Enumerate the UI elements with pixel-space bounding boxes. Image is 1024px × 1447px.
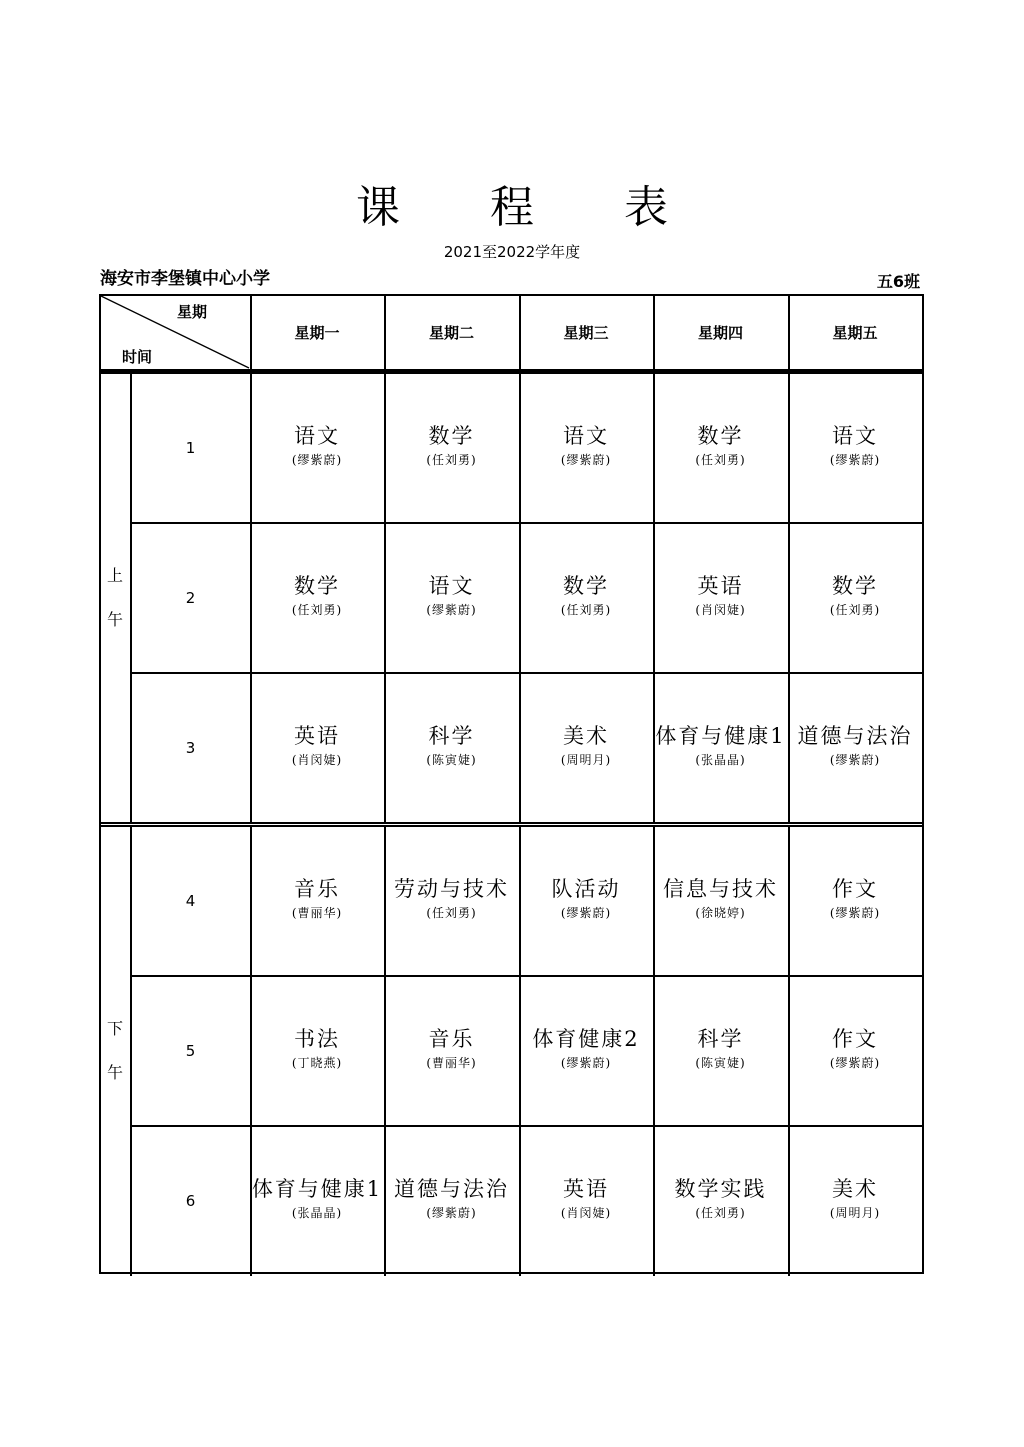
subject-name: 语文	[563, 424, 609, 448]
timetable-cell	[653, 976, 788, 1126]
subject-name: 美术	[563, 724, 609, 748]
timetable-cell	[788, 523, 922, 673]
header-column-divider	[519, 294, 521, 370]
column-divider	[250, 373, 252, 823]
day-label: 星期一	[294, 323, 340, 342]
subject-name: 音乐	[294, 877, 340, 901]
teacher-name: (缪紫蔚)	[829, 906, 881, 920]
timetable-cell	[250, 373, 384, 523]
day-header-3	[519, 294, 653, 370]
timetable-cell	[788, 826, 922, 976]
period-number: 6	[185, 1192, 196, 1210]
column-divider	[250, 826, 252, 1276]
school-name: 海安市李堡镇中心小学	[100, 269, 270, 289]
timetable-cell	[519, 673, 653, 823]
timetable-cell	[519, 976, 653, 1126]
page-title: 课程表	[356, 182, 758, 233]
session-label-char: 午	[106, 1063, 123, 1082]
subject-name: 数学实践	[674, 1177, 767, 1201]
teacher-name: (任刘勇)	[695, 1206, 746, 1220]
teacher-name: (张晶晶)	[291, 1206, 343, 1220]
teacher-name: (陈寅婕)	[426, 753, 477, 767]
timetable-cell	[653, 1126, 788, 1276]
timetable	[99, 294, 924, 1274]
period-number-cell	[131, 976, 250, 1126]
timetable-cell	[519, 1126, 653, 1276]
subject-name: 道德与法治	[797, 724, 913, 748]
subject-name: 队活动	[551, 877, 621, 901]
session-label-char: 午	[106, 610, 123, 629]
timetable-cell	[384, 826, 519, 976]
session-label-cell	[99, 373, 131, 823]
teacher-name: (任刘勇)	[291, 603, 343, 617]
header-column-divider	[653, 294, 655, 370]
period-number-cell	[131, 1126, 250, 1276]
timetable-cell	[788, 373, 922, 523]
timetable-cell	[519, 373, 653, 523]
teacher-name: (缪紫蔚)	[560, 453, 612, 467]
teacher-name: (徐晓婷)	[695, 906, 746, 920]
session-label-char: 下	[106, 1019, 123, 1038]
session-divider	[130, 373, 132, 823]
day-label: 星期二	[428, 323, 474, 342]
timetable-cell	[384, 523, 519, 673]
period-number: 5	[185, 1042, 196, 1060]
timetable-cell	[250, 976, 384, 1126]
teacher-name: (任刘勇)	[695, 453, 746, 467]
timetable-cell	[788, 1126, 922, 1276]
subject-name: 美术	[832, 1177, 878, 1201]
teacher-name: (陈寅婕)	[695, 1056, 746, 1070]
column-divider	[384, 373, 386, 823]
teacher-name: (张晶晶)	[695, 753, 746, 767]
timetable-cell	[653, 826, 788, 976]
timetable-cell	[653, 523, 788, 673]
subject-name: 道德与法治	[394, 1177, 509, 1201]
day-header-2	[384, 294, 519, 370]
timetable-cell	[384, 373, 519, 523]
day-label: 星期三	[563, 323, 609, 342]
session-label-char: 上	[106, 566, 123, 585]
subject-name: 体育与健康1	[251, 1177, 383, 1201]
column-divider	[384, 826, 386, 1276]
session-break-rule	[99, 822, 922, 824]
teacher-name: (曹丽华)	[426, 1056, 477, 1070]
teacher-name: (缪紫蔚)	[829, 753, 881, 767]
teacher-name: (任刘勇)	[829, 603, 881, 617]
teacher-name: (任刘勇)	[560, 603, 612, 617]
period-number-cell	[131, 373, 250, 523]
session-divider	[130, 826, 132, 1276]
timetable-cell	[250, 523, 384, 673]
day-label: 星期四	[697, 323, 743, 342]
timetable-cell	[519, 826, 653, 976]
subject-name: 数学	[563, 574, 609, 598]
subject-name: 体育与健康1	[655, 724, 786, 748]
day-label: 星期五	[832, 323, 878, 342]
timetable-cell	[384, 1126, 519, 1276]
timetable-cell	[384, 976, 519, 1126]
timetable-cell	[653, 673, 788, 823]
teacher-name: (缪紫蔚)	[829, 1056, 881, 1070]
teacher-name: (丁晓燕)	[291, 1056, 343, 1070]
timetable-cell	[653, 373, 788, 523]
day-header-1	[250, 294, 384, 370]
subject-name: 科学	[428, 724, 475, 748]
timetable-cell	[250, 1126, 384, 1276]
timetable-cell	[788, 976, 922, 1126]
subject-name: 信息与技术	[663, 877, 778, 901]
subject-name: 数学	[697, 424, 744, 448]
teacher-name: (肖闵婕)	[291, 753, 343, 767]
subject-name: 数学	[428, 424, 475, 448]
corner-label-weekday: 星期	[177, 303, 208, 321]
teacher-name: (任刘勇)	[426, 906, 477, 920]
column-divider	[788, 826, 790, 1276]
subject-name: 音乐	[428, 1027, 475, 1051]
teacher-name: (缪紫蔚)	[426, 1206, 477, 1220]
teacher-name: (缪紫蔚)	[560, 906, 612, 920]
teacher-name: (肖闵婕)	[695, 603, 746, 617]
teacher-name: (曹丽华)	[291, 906, 343, 920]
subject-name: 语文	[294, 424, 340, 448]
teacher-name: (缪紫蔚)	[426, 603, 477, 617]
column-divider	[653, 826, 655, 1276]
period-number: 3	[185, 739, 196, 757]
column-divider	[653, 373, 655, 823]
teacher-name: (周明月)	[829, 1206, 881, 1220]
subject-name: 劳动与技术	[394, 877, 509, 901]
subject-name: 书法	[294, 1027, 340, 1051]
timetable-cell	[250, 673, 384, 823]
teacher-name: (缪紫蔚)	[560, 1056, 612, 1070]
timetable-cell	[519, 523, 653, 673]
period-number-cell	[131, 673, 250, 823]
teacher-name: (缪紫蔚)	[291, 453, 343, 467]
column-divider	[519, 373, 521, 823]
subject-name: 英语	[563, 1177, 609, 1201]
subject-name: 作文	[832, 1027, 878, 1051]
period-number: 2	[185, 589, 196, 607]
class-name: 五6班	[876, 272, 920, 291]
subject-name: 体育健康2	[532, 1027, 640, 1051]
subject-name: 数学	[294, 574, 340, 598]
header-column-divider	[788, 294, 790, 370]
column-divider	[788, 373, 790, 823]
teacher-name: (缪紫蔚)	[829, 453, 881, 467]
teacher-name: (肖闵婕)	[560, 1206, 612, 1220]
period-number-cell	[131, 523, 250, 673]
session-label-cell	[99, 826, 131, 1276]
corner-label-time: 时间	[122, 348, 153, 366]
subject-name: 英语	[294, 724, 340, 748]
header-column-divider	[250, 294, 252, 370]
timetable-cell	[250, 826, 384, 976]
academic-year: 2021至2022学年度	[443, 243, 581, 261]
period-number: 4	[185, 892, 196, 910]
day-header-5	[788, 294, 922, 370]
subject-name: 科学	[697, 1027, 744, 1051]
timetable-cell	[384, 673, 519, 823]
day-header-4	[653, 294, 788, 370]
subject-name: 语文	[832, 424, 878, 448]
teacher-name: (周明月)	[560, 753, 612, 767]
period-number: 1	[185, 439, 196, 457]
subject-name: 作文	[832, 877, 878, 901]
timetable-cell	[788, 673, 922, 823]
header-column-divider	[384, 294, 386, 370]
subject-name: 数学	[832, 574, 878, 598]
column-divider	[519, 826, 521, 1276]
teacher-name: (任刘勇)	[426, 453, 477, 467]
subject-name: 英语	[697, 574, 744, 598]
period-number-cell	[131, 826, 250, 976]
subject-name: 语文	[428, 574, 475, 598]
